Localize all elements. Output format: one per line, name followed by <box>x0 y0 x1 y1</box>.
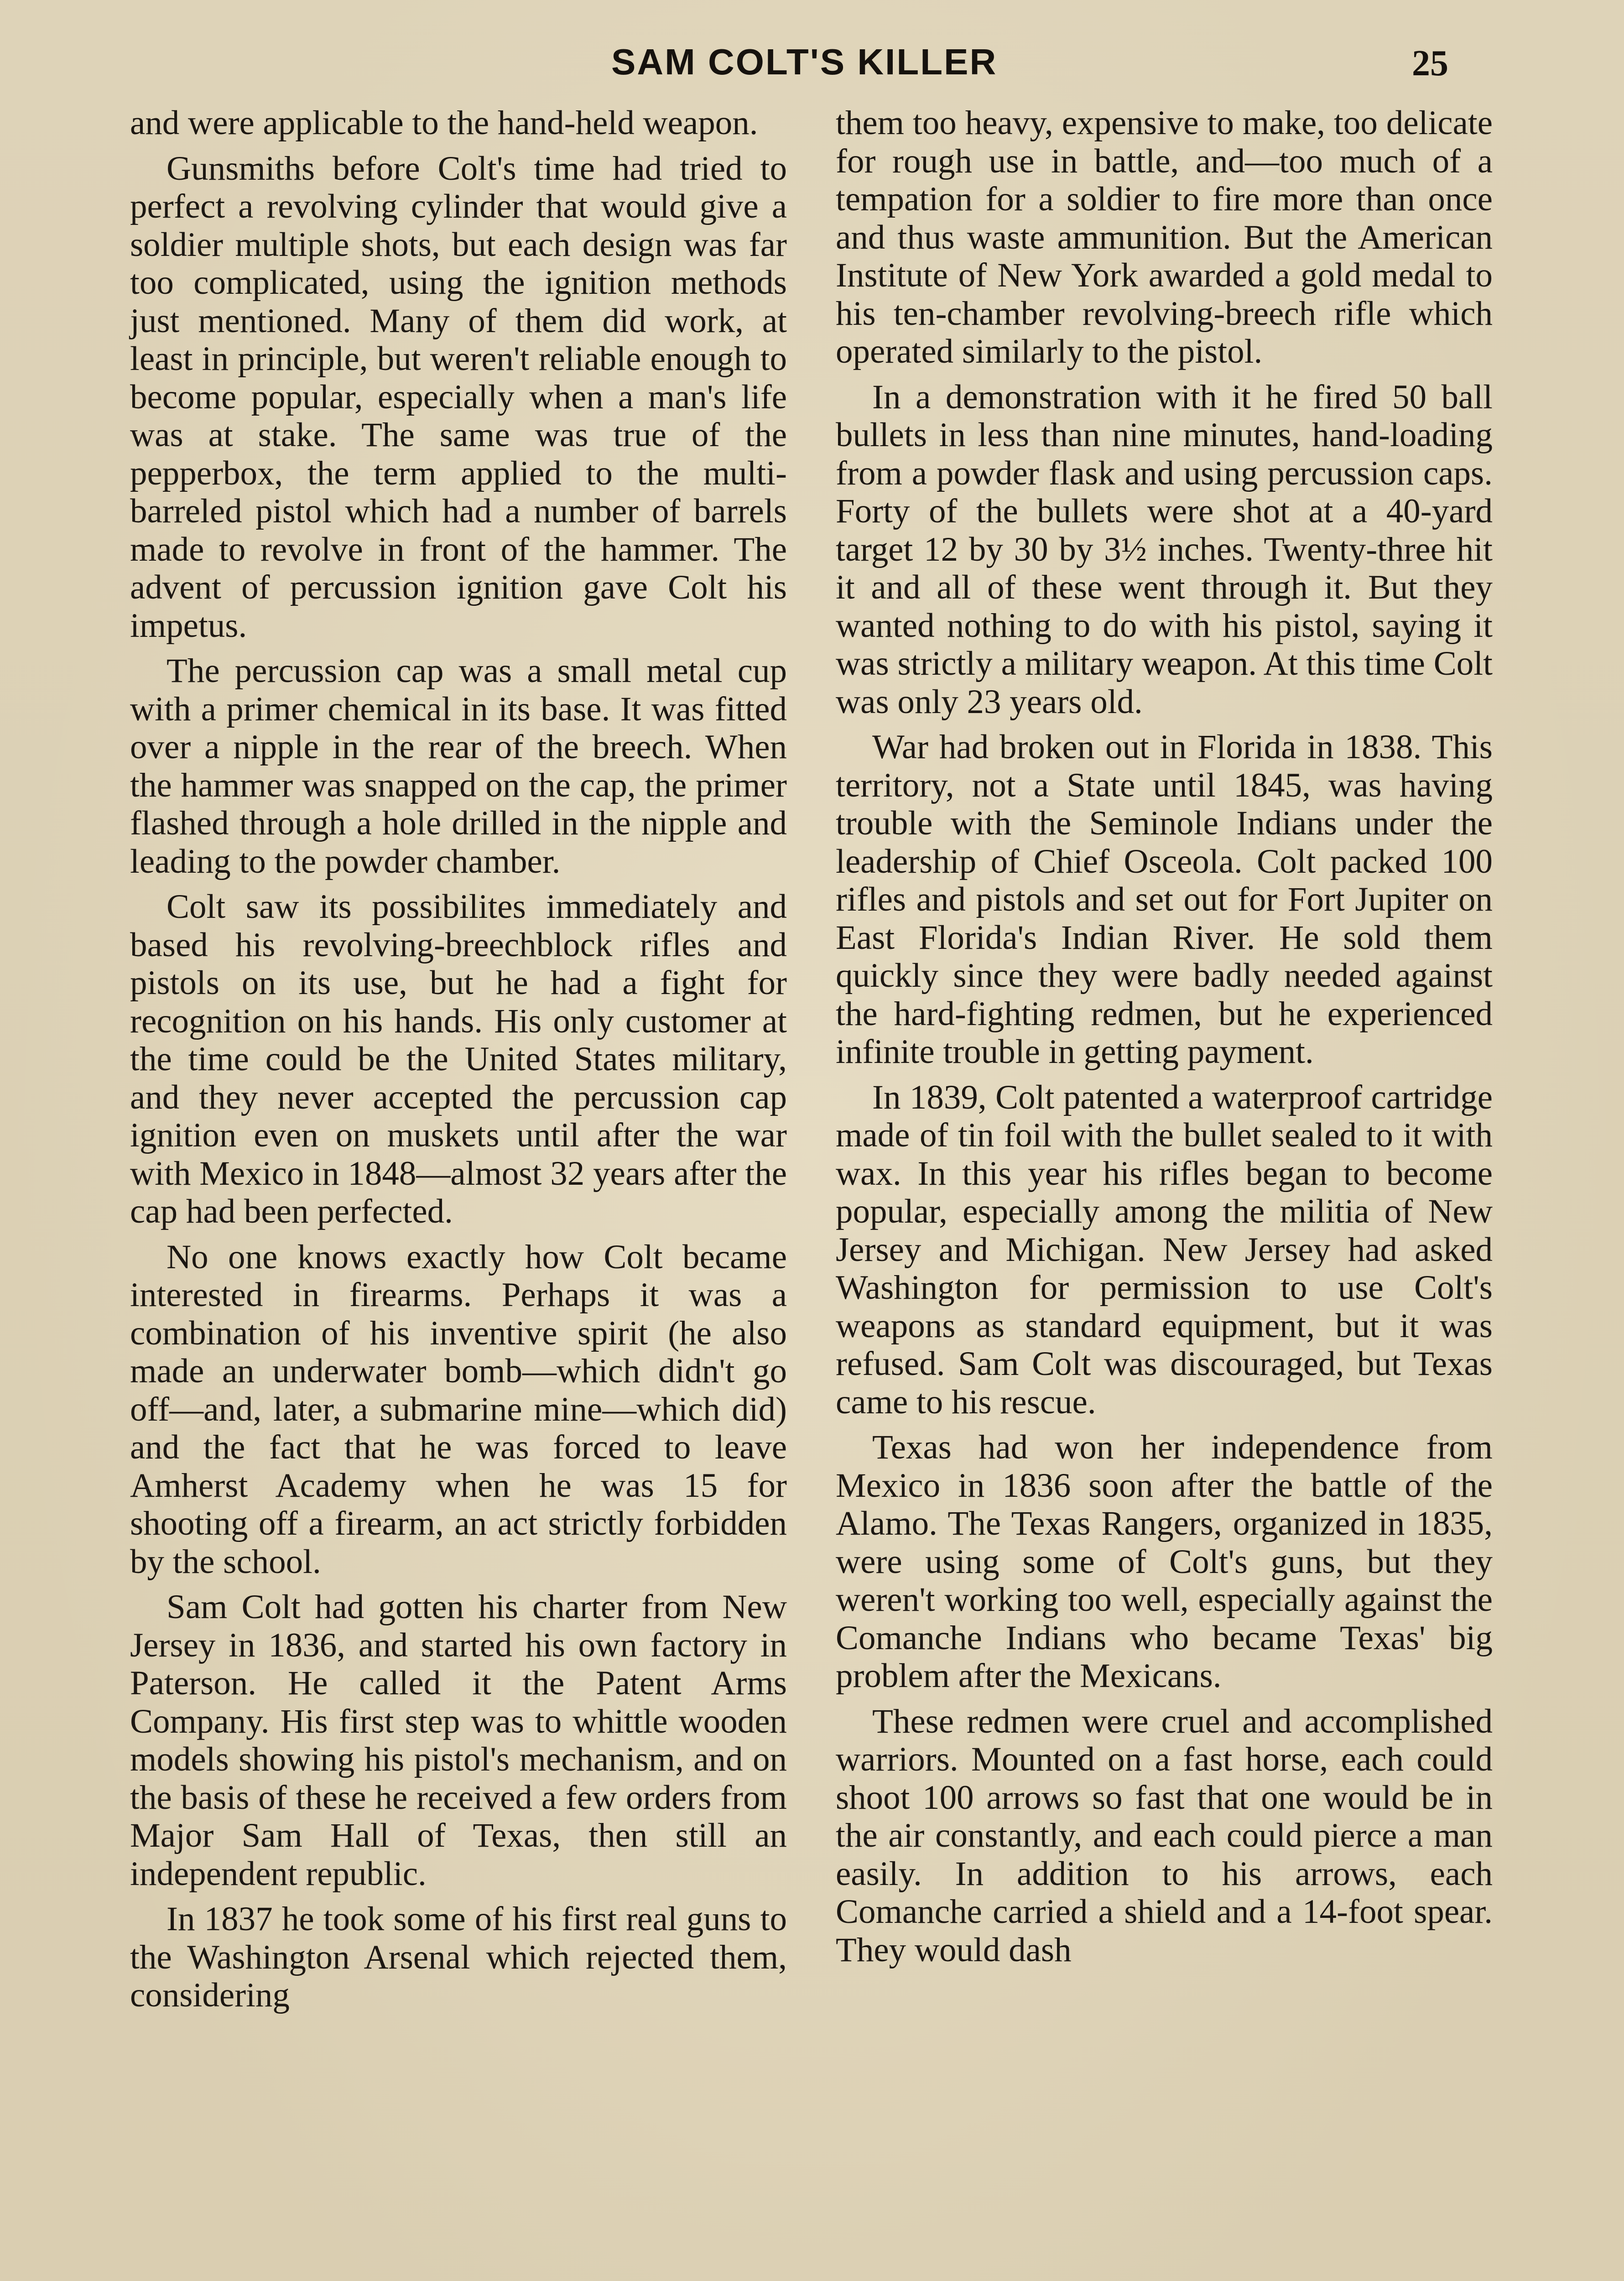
right-column <box>836 104 1493 1976</box>
paragraph-left-5: No one knows exactly how Colt became interested in firearms. Perhaps it was a combination of his inventive spirit (he also made an underwater bomb—which didn't go off—and, later, a submarine mine—which did) and the fact that he was forced to leave Amherst Academy when he was 15 for shooting off a firearm, an act strictly forbidden by the school. <box>130 1238 787 1581</box>
paragraph-right-3: War had broken out in Florida in 1838. This territory, not a State until 1845, was having trouble with the Seminole Indians under the leadership of Chief Osceola. Colt packed 100 rifles and pistols and set out for Fort Jupiter on East Florida's Indian River. He sold them quickly since they were badly needed against the hard-fighting redmen, but he experienced infinite trouble in getting payment. <box>836 728 1493 1071</box>
paragraph-left-2: Gunsmiths before Colt's time had tried to perfect a revolving cylinder that would give a soldier multiple shots, but each design was far too complicated, using the ignition methods just mentioned. Many of them did work, at least in principle, but weren't reliable enough to become popular, especially when a man's life was at stake. The same was true of the pepperbox, the term applied to the multi-barreled pistol which had a number of barrels made to revolve in front of the hammer. The advent of percussion ignition gave Colt his impetus. <box>130 149 787 645</box>
paragraph-right-4: In 1839, Colt patented a waterproof cartridge made of tin foil with the bullet sealed to it with wax. In this year his rifles began to become popular, especially among the militia of New Jersey and Michigan. New Jersey had asked Washington for permission to use Colt's weapons as standard equipment, but it was refused. Sam Colt was discouraged, but Texas came to his rescue. <box>836 1078 1493 1421</box>
running-header <box>0 36 1624 91</box>
paragraph-left-6: Sam Colt had gotten his charter from New Jersey in 1836, and started his own factory in Paterson. He called it the Patent Arms Company. His first step was to whittle wooden models showing his pistol's mechanism, and on the basis of these he received a few orders from Major Sam Hall of Texas, then still an independent republic. <box>130 1588 787 1893</box>
paragraph-right-2: In a demonstration with it he fired 50 ball bullets in less than nine minutes, hand-loading from a powder flask and using percussion caps. Forty of the bullets were shot at a 40-yard target 12 by 30 by 3½ inches. Twenty-three hit it and all of these went through it. But they wanted nothing to do with his pistol, saying it was strictly a military weapon. At this time Colt was only 23 years old. <box>836 378 1493 721</box>
page-number: 25 <box>1412 43 1448 83</box>
left-column <box>130 104 787 2022</box>
paragraph-right-5: Texas had won her independence from Mexico in 1836 soon after the battle of the Alamo. The Texas Rangers, organized in 1835, were using some of Colt's guns, but they weren't working too well, especially against the Comanche Indians who became Texas' big problem after the Mexicans. <box>836 1428 1493 1695</box>
paragraph-left-3: The percussion cap was a small metal cup with a primer chemical in its base. It was fitted over a nipple in the rear of the breech. When the hammer was snapped on the cap, the primer flashed through a hole drilled in the nipple and leading to the powder chamber. <box>130 652 787 880</box>
paragraph-right-6: These redmen were cruel and accomplished warriors. Mounted on a fast horse, each could shoot 100 arrows so fast that one would be in the air constantly, and each could pierce a man easily. In addition to his arrows, each Comanche carried a shield and a 14-foot spear. They would dash <box>836 1702 1493 1969</box>
paragraph-left-1: and were applicable to the hand-held weapon. <box>130 104 758 142</box>
paragraph-right-1: them too heavy, expensive to make, too delicate for rough use in battle, and—too much of a tempation for a soldier to fire more than once and thus waste ammunition. But the American Institute of New York awarded a gold medal to his ten-chamber revolving-breech rifle which operated similarly to the pistol. <box>836 104 1493 370</box>
paragraph-left-4: Colt saw its possibilites immediately and based his revolving-breechblock rifles and pistols on its use, but he had a fight for recognition on his hands. His only customer at the time could be the United States military, and they never accepted the percussion cap ignition even on muskets until after the war with Mexico in 1848—almost 32 years after the cap had been perfected. <box>130 888 787 1230</box>
paragraph-left-7: In 1837 he took some of his first real guns to the Washington Arsenal which rejected them, considering <box>130 1900 787 2014</box>
running-title: SAM COLT'S KILLER <box>611 42 998 82</box>
